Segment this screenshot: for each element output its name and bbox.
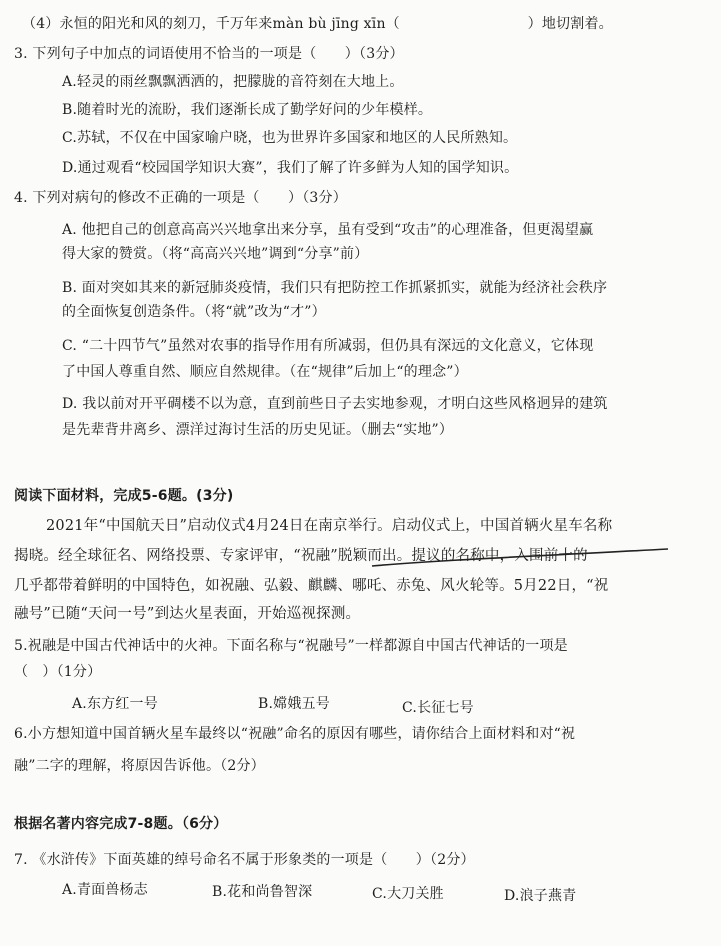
q7-stem: 7. 《水浒传》下面英雄的绰号命名不属于形象类的一项是（ ）（2分） — [14, 852, 475, 868]
q4-stem: 4. 下列对病句的修改不正确的一项是（ ）（3分） — [14, 190, 347, 206]
q3-option-d: D.通过观看“校园国学知识大赛”，我们了解了许多鲜为人知的国学知识。 — [62, 160, 519, 176]
q3-option-a: A.轻灵的雨丝飘飘洒洒的，把朦胧的音符刻在大地上。 — [62, 74, 404, 90]
q5-stem: 5.祝融是中国古代神话中的火神。下面名称与“祝融号”一样都源自中国古代神话的一项是 — [14, 638, 568, 654]
q5-option-c: C.长征七号 — [402, 700, 474, 716]
reading-passage-line-4: 融号”已随“天问一号”到达火星表面，开始巡视探测。 — [14, 606, 361, 622]
q2-item-4: （4）永恒的阳光和风的刻刀，千万年来màn bù jīng xīn（ ）地切割着。 — [22, 16, 613, 32]
q7-option-c: C.大刀关胜 — [372, 886, 444, 902]
q5-option-a: A.东方红一号 — [72, 696, 158, 712]
q3-option-b: B.随着时光的流盼，我们逐渐长成了勤学好问的少年模样。 — [62, 102, 433, 118]
classics-section-header: 根据名著内容完成7-8题。（6分） — [14, 816, 228, 832]
q4-option-b-line2: 的全面恢复创造条件。（将“就”改为“才”） — [62, 304, 326, 320]
q4-option-c-line2: 了中国人尊重自然、顺应自然规律。（在“规律”后加上“的理念”） — [62, 364, 468, 380]
q4-option-d-line1: D. 我以前对开平碉楼不以为意，直到前些日子去实地参观，才明白这些风格迥异的建筑 — [62, 396, 608, 412]
q4-option-c-line1: C. “二十四节气”虽然对农事的指导作用有所减弱，但仍具有深远的文化意义，它体现 — [62, 338, 594, 354]
q6-stem-line2: 融”二字的理解，将原因告诉他。（2分） — [14, 758, 265, 774]
q5-option-b: B.嫦娥五号 — [258, 696, 330, 712]
reading-section-header: 阅读下面材料，完成5-6题。(3分) — [14, 488, 234, 504]
q7-option-a: A.青面兽杨志 — [62, 882, 148, 898]
q7-option-b: B.花和尚鲁智深 — [212, 884, 313, 900]
q4-option-a-line2: 得大家的赞赏。（将“高高兴兴地”调到“分享”前） — [62, 246, 369, 262]
q3-stem: 3. 下列句子中加点的词语使用不恰当的一项是（ ）（3分） — [14, 46, 404, 62]
reading-passage-line-3: 几乎都带着鲜明的中国特色，如祝融、弘毅、麒麟、哪吒、赤兔、风火轮等。5月22日，“祝 — [14, 578, 609, 594]
q5-score: （ ）（1分） — [14, 664, 102, 680]
q4-option-a-line1: A. 他把自己的创意高高兴兴地拿出来分享，虽有受到“攻击”的心理准备，但更渴望赢 — [62, 222, 594, 238]
q4-option-b-line1: B. 面对突如其来的新冠肺炎疫情，我们只有把防控工作抓紧抓实，就能为经济社会秩序 — [62, 280, 608, 296]
reading-passage-line-2: 揭晓。经全球征名、网络投票、专家评审，“祝融”脱颖而出。提议的名称中，入围前十的 — [14, 548, 588, 564]
reading-passage-line-1: 2021年“中国航天日”启动仪式4月24日在南京举行。启动仪式上，中国首辆火星车名称 — [46, 518, 613, 534]
q7-option-d: D.浪子燕青 — [504, 888, 577, 904]
q4-option-d-line2: 是先辈背井离乡、漂洋过海讨生活的历史见证。（删去“实地”） — [62, 422, 454, 438]
q6-stem-line1: 6.小方想知道中国首辆火星车最终以“祝融”命名的原因有哪些，请你结合上面材料和对“祝 — [14, 726, 576, 742]
q3-option-c: C.苏轼，不仅在中国家喻户晓，也为世界许多国家和地区的人民所熟知。 — [62, 130, 518, 146]
